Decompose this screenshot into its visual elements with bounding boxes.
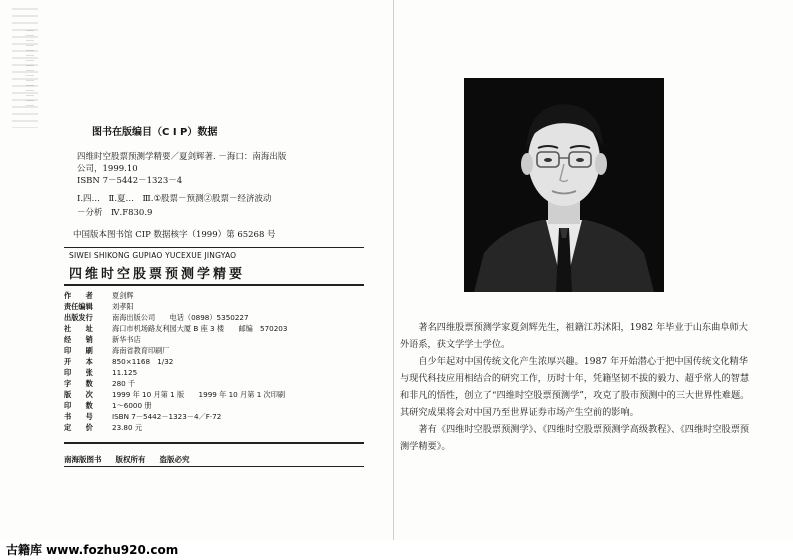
rights-reserved: 版权所有 bbox=[115, 455, 146, 464]
pub-row bbox=[64, 302, 134, 312]
pub-label: 印 刷 bbox=[64, 346, 93, 355]
scan-edge-noise bbox=[12, 8, 38, 128]
copyright-notice bbox=[64, 454, 204, 465]
pub-value: 23.80 元 bbox=[112, 423, 143, 432]
pinyin-title: SIWEI SHIKONG GUPIAO YUCEXUE JINGYAO bbox=[69, 251, 237, 260]
pub-label: 定 价 bbox=[64, 423, 93, 432]
cip-line: 公司，1999.10 bbox=[77, 164, 138, 174]
cip-line: －分析 Ⅳ.F830.9 bbox=[77, 208, 153, 218]
cip-number: 中国版本图书馆 CIP 数据核字（1999）第 65268 号 bbox=[73, 230, 276, 240]
pub-label: 书 号 bbox=[64, 412, 93, 421]
bio-paragraph: 著有《四维时空股票预测学》、《四维时空股票预测学高级教程》、《四维时空股票预测学精要》。 bbox=[400, 424, 750, 452]
pub-label: 社 址 bbox=[64, 324, 93, 333]
pub-row bbox=[64, 357, 173, 367]
divider bbox=[64, 442, 364, 444]
pub-row bbox=[64, 368, 137, 378]
pub-value: 海口市机场路友利园大厦 B 座 3 楼 邮编 570203 bbox=[112, 324, 288, 333]
bio-paragraph: 著名四维股票预测学家夏剑辉先生，祖籍江苏沭阳，1982 年毕业于山东曲阜师大外语系，获文学学士学位。 bbox=[400, 322, 748, 350]
author-portrait-image bbox=[464, 78, 664, 292]
divider bbox=[64, 247, 364, 248]
pub-row bbox=[64, 390, 285, 400]
cip-line: Ⅰ.四… Ⅱ.夏… Ⅲ.①股票－预测②股票－经济波动 bbox=[77, 194, 272, 204]
pub-value: 280 千 bbox=[112, 379, 136, 388]
publisher-mark: 南海版图书 bbox=[64, 455, 102, 464]
pub-row bbox=[64, 401, 152, 411]
cip-heading: 图书在版编目（C I P）数据 bbox=[92, 127, 218, 138]
pub-label: 字 数 bbox=[64, 379, 93, 388]
pub-label: 出版发行 bbox=[64, 313, 93, 322]
pub-label: 开 本 bbox=[64, 357, 93, 366]
pub-row bbox=[64, 324, 287, 334]
pub-row bbox=[64, 346, 170, 356]
pub-row bbox=[64, 291, 134, 301]
pub-value: ISBN 7－5442－1323－4／F·72 bbox=[112, 412, 222, 421]
pub-row bbox=[64, 412, 221, 422]
pub-label: 责任编辑 bbox=[64, 302, 93, 311]
pub-value: 南海出版公司 电话（0898）5350227 bbox=[112, 313, 249, 322]
pub-value: 850×1168 1/32 bbox=[112, 357, 174, 366]
pub-value: 新华书店 bbox=[112, 335, 141, 344]
divider bbox=[64, 466, 364, 467]
divider bbox=[64, 284, 364, 286]
pub-value: 1～6000 册 bbox=[112, 401, 152, 410]
pub-row bbox=[64, 335, 141, 345]
pub-label: 作 者 bbox=[64, 291, 93, 300]
book-title: 四维时空股票预测学精要 bbox=[69, 267, 246, 282]
pub-value: 刘孝阳 bbox=[112, 302, 134, 311]
pub-label: 经 销 bbox=[64, 335, 93, 344]
pub-value: 海南省教育印刷厂 bbox=[112, 346, 170, 355]
pub-label: 印 数 bbox=[64, 401, 93, 410]
pub-value: 11.125 bbox=[112, 368, 138, 377]
pub-row bbox=[64, 379, 135, 389]
pub-value: 夏剑辉 bbox=[112, 291, 134, 300]
piracy-warning: 盗版必究 bbox=[159, 455, 190, 464]
bio-paragraph: 自少年起对中国传统文化产生浓厚兴趣。1987 年开始潜心于把中国传统文化精华与现代科技应用相结合的研究工作，历时十年，凭籍坚韧不拔的毅力、超乎常人的智慧和非凡的悟性，创立了“四维时空股票预测学”，攻克了股市预测中的三大世界性难题。其研究成果将会对中国乃至世界证券市场产生空前的影响。 bbox=[400, 356, 750, 418]
author-photo bbox=[464, 78, 664, 292]
pub-row bbox=[64, 423, 142, 433]
cip-line: ISBN 7－5442－1323－4 bbox=[77, 176, 183, 186]
pub-value: 1999 年 10 月第 1 版 1999 年 10 月第 1 次印刷 bbox=[112, 390, 286, 399]
scan-edge-noise bbox=[26, 30, 34, 110]
cip-line: 四维时空股票预测学精要／夏剑辉著. －海口：南海出版 bbox=[77, 152, 287, 162]
pub-row bbox=[64, 313, 249, 323]
site-watermark: 古籍库 www.fozhu920.com bbox=[0, 540, 793, 560]
pub-label: 印 张 bbox=[64, 368, 93, 377]
author-bio bbox=[400, 319, 752, 455]
pub-label: 版 次 bbox=[64, 390, 93, 399]
